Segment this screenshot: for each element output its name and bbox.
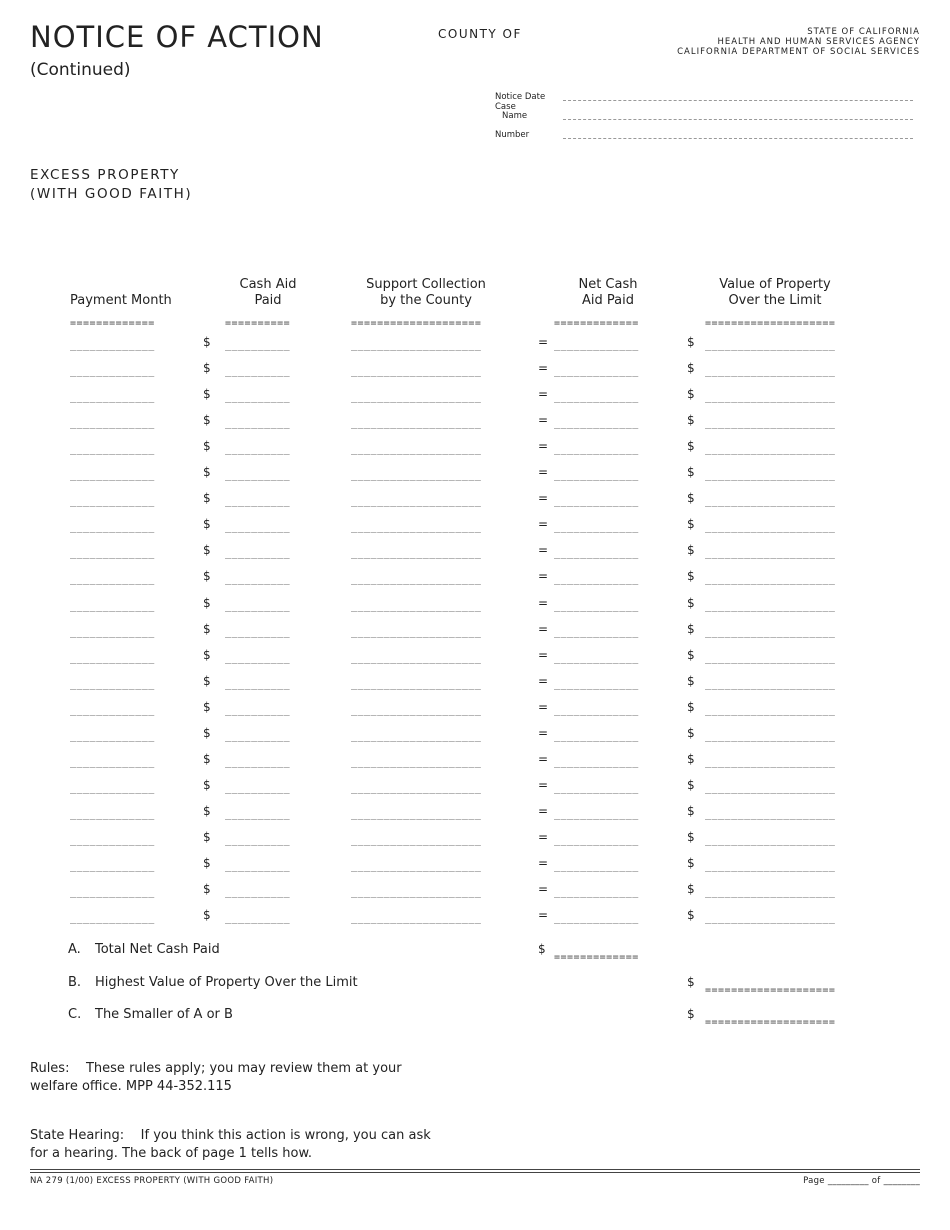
net-cash-field[interactable]: _____________	[554, 600, 639, 612]
value-property-field[interactable]: ____________________	[705, 574, 836, 586]
cash-aid-dollar: $	[203, 829, 211, 844]
payment-month-field[interactable]: _____________	[70, 626, 155, 638]
summary-c-dollar: $	[687, 1007, 695, 1021]
value-property-field[interactable]: ____________________	[705, 366, 836, 378]
cash-aid-field[interactable]: __________	[225, 522, 291, 534]
payment-month-field[interactable]: _____________	[70, 548, 155, 560]
value-property-field[interactable]: ____________________	[705, 756, 836, 768]
support-collection-field[interactable]: ____________________	[351, 887, 482, 899]
summary-b-label: Highest Value of Property Over the Limit	[95, 975, 358, 990]
net-cash-field[interactable]: _____________	[554, 392, 639, 404]
net-cash-field[interactable]: _____________	[554, 418, 639, 430]
case-label: Case	[495, 102, 516, 112]
value-property-field[interactable]: ____________________	[705, 913, 836, 925]
separator-value: ====================	[705, 318, 836, 329]
section-heading	[30, 166, 192, 204]
summary-a-dollar: $	[538, 942, 546, 956]
value-dollar: $	[687, 361, 695, 376]
separator-payment-month: =============	[70, 318, 155, 329]
summary-c-field[interactable]: ====================	[705, 1017, 836, 1028]
payment-month-field[interactable]: _____________	[70, 522, 155, 534]
value-dollar: $	[687, 621, 695, 636]
col-header-value-line2: Over the Limit	[728, 293, 822, 308]
cash-aid-dollar: $	[203, 621, 211, 636]
value-dollar: $	[687, 543, 695, 558]
value-property-field[interactable]: ____________________	[705, 600, 836, 612]
cash-aid-dollar: $	[203, 751, 211, 766]
value-dollar: $	[687, 647, 695, 662]
state-hearing-text: If you think this action is wrong, you can ask for a hearing. The back of page 1 tells how.	[30, 1128, 431, 1161]
net-cash-field[interactable]: _____________	[554, 470, 639, 482]
net-equals: =	[538, 908, 549, 923]
cash-aid-dollar: $	[203, 413, 211, 428]
col-header-support-line2: by the County	[380, 293, 472, 308]
notice-date-label: Notice Date	[495, 92, 546, 102]
cash-aid-field[interactable]: __________	[225, 652, 291, 664]
payment-month-field[interactable]: _____________	[70, 704, 155, 716]
net-equals: =	[538, 361, 549, 376]
value-dollar: $	[687, 777, 695, 792]
state-hearing-label: State Hearing:	[30, 1128, 125, 1143]
value-dollar: $	[687, 673, 695, 688]
cash-aid-dollar: $	[203, 673, 211, 688]
net-equals: =	[538, 856, 549, 870]
summary-c-letter: C.	[68, 1007, 82, 1022]
agency-block	[677, 27, 920, 57]
summary-a-letter: A.	[68, 942, 81, 957]
separator-cash-aid: ==========	[225, 318, 291, 329]
support-collection-field[interactable]: ____________________	[351, 496, 482, 508]
support-collection-field[interactable]: ____________________	[351, 392, 482, 404]
cash-aid-field[interactable]: __________	[225, 366, 291, 378]
col-header-value-line1: Value of Property	[719, 277, 831, 292]
value-dollar: $	[687, 803, 695, 818]
cash-aid-field[interactable]: __________	[225, 496, 291, 508]
cash-aid-field[interactable]: __________	[225, 808, 291, 820]
net-equals: =	[538, 517, 549, 532]
col-header-support-line1: Support Collection	[366, 277, 486, 292]
cash-aid-dollar: $	[203, 699, 211, 714]
value-property-field[interactable]: ____________________	[705, 392, 836, 404]
support-collection-field[interactable]: ____________________	[351, 522, 482, 534]
payment-month-field[interactable]: _____________	[70, 366, 155, 378]
cash-aid-field[interactable]: __________	[225, 444, 291, 456]
payment-month-field[interactable]: _____________	[70, 834, 155, 846]
value-dollar: $	[687, 413, 695, 428]
cash-aid-field[interactable]: __________	[225, 470, 291, 482]
net-equals: =	[538, 673, 549, 688]
net-cash-field[interactable]: _____________	[554, 652, 639, 664]
cash-aid-field[interactable]: __________	[225, 834, 291, 846]
cash-aid-dollar: $	[203, 595, 211, 610]
net-cash-field[interactable]: _____________	[554, 913, 639, 925]
value-dollar: $	[687, 387, 695, 402]
value-property-field[interactable]: ____________________	[705, 626, 836, 638]
value-property-field[interactable]: ____________________	[705, 444, 836, 456]
value-property-field[interactable]: ____________________	[705, 704, 836, 716]
separator-net: =============	[554, 318, 639, 329]
support-collection-field[interactable]: ____________________	[351, 418, 482, 430]
support-collection-field[interactable]: ____________________	[351, 470, 482, 482]
net-equals: =	[538, 621, 549, 636]
payment-month-field[interactable]: _____________	[70, 652, 155, 664]
net-cash-field[interactable]: _____________	[554, 574, 639, 586]
support-collection-field[interactable]: ____________________	[351, 808, 482, 820]
col-header-net-line2: Aid Paid	[582, 293, 634, 308]
support-collection-field[interactable]: ____________________	[351, 834, 482, 846]
support-collection-field[interactable]: ____________________	[351, 548, 482, 560]
col-header-payment-month: Payment Month	[70, 293, 172, 308]
payment-month-field[interactable]: _____________	[70, 861, 155, 872]
col-header-net	[558, 277, 658, 309]
payment-month-field[interactable]: _____________	[70, 444, 155, 456]
support-collection-field[interactable]: ____________________	[351, 756, 482, 768]
cash-aid-dollar: $	[203, 361, 211, 376]
form-id: NA 279 (1/00) EXCESS PROPERTY (WITH GOOD FAITH)	[30, 1176, 274, 1186]
net-cash-field[interactable]: _____________	[554, 808, 639, 820]
section-heading-line1: EXCESS PROPERTY	[30, 167, 180, 183]
cash-aid-dollar: $	[203, 856, 211, 870]
net-equals: =	[538, 829, 549, 844]
notice-date-field[interactable]	[563, 100, 913, 101]
case-name-field[interactable]	[563, 119, 913, 120]
net-cash-field[interactable]: _____________	[554, 756, 639, 768]
value-property-field[interactable]: ____________________	[705, 652, 836, 664]
net-equals: =	[538, 387, 549, 402]
cash-aid-dollar: $	[203, 517, 211, 532]
value-property-field[interactable]: ____________________	[705, 678, 836, 690]
value-property-field[interactable]: ____________________	[705, 522, 836, 534]
net-equals: =	[538, 491, 549, 506]
col-header-support	[346, 277, 506, 309]
cash-aid-dollar: $	[203, 335, 211, 349]
net-cash-field[interactable]: _____________	[554, 861, 639, 872]
cash-aid-field[interactable]: __________	[225, 861, 291, 872]
summary-b-letter: B.	[68, 975, 82, 990]
cash-aid-dollar: $	[203, 647, 211, 662]
payment-month-field[interactable]: _____________	[70, 574, 155, 586]
summary-a-field[interactable]: =============	[554, 952, 639, 963]
cash-aid-field[interactable]: __________	[225, 730, 291, 742]
value-property-field[interactable]: ____________________	[705, 730, 836, 742]
net-cash-field[interactable]: _____________	[554, 834, 639, 846]
payment-month-field[interactable]: _____________	[70, 600, 155, 612]
net-equals: =	[538, 882, 549, 897]
net-equals: =	[538, 699, 549, 714]
payment-month-field[interactable]: _____________	[70, 496, 155, 508]
support-collection-field[interactable]: ____________________	[351, 366, 482, 378]
cash-aid-dollar: $	[203, 777, 211, 792]
summary-b-dollar: $	[687, 975, 695, 989]
payment-month-field[interactable]: _____________	[70, 913, 155, 925]
net-cash-field[interactable]: _____________	[554, 704, 639, 716]
net-cash-field[interactable]: _____________	[554, 678, 639, 690]
value-property-field[interactable]: ____________________	[705, 496, 836, 508]
support-collection-field[interactable]: ____________________	[351, 340, 482, 351]
cash-aid-dollar: $	[203, 387, 211, 402]
support-collection-field[interactable]: ____________________	[351, 678, 482, 690]
value-dollar: $	[687, 517, 695, 532]
col-header-cash-aid-line1: Cash Aid	[239, 277, 297, 292]
payment-month-field[interactable]: _____________	[70, 418, 155, 430]
value-dollar: $	[687, 335, 695, 349]
payment-month-field[interactable]: _____________	[70, 340, 155, 351]
cash-aid-dollar: $	[203, 908, 211, 923]
cash-aid-field[interactable]: __________	[225, 887, 291, 899]
rules-text: These rules apply; you may review them at your welfare office. MPP 44-352.115	[30, 1061, 402, 1094]
cash-aid-field[interactable]: __________	[225, 626, 291, 638]
value-dollar: $	[687, 882, 695, 897]
cash-aid-field[interactable]: __________	[225, 600, 291, 612]
value-dollar: $	[687, 569, 695, 584]
value-property-field[interactable]: ____________________	[705, 834, 836, 846]
support-collection-field[interactable]: ____________________	[351, 626, 482, 638]
net-cash-field[interactable]: _____________	[554, 522, 639, 534]
net-equals: =	[538, 439, 549, 454]
cash-aid-field[interactable]: __________	[225, 548, 291, 560]
net-cash-field[interactable]: _____________	[554, 366, 639, 378]
summary-b-field[interactable]: ====================	[705, 985, 836, 996]
agency-line-hhsa: HEALTH AND HUMAN SERVICES AGENCY	[717, 37, 920, 47]
net-equals: =	[538, 751, 549, 766]
cash-aid-field[interactable]: __________	[225, 704, 291, 716]
net-equals: =	[538, 465, 549, 480]
net-equals: =	[538, 647, 549, 662]
value-property-field[interactable]: ____________________	[705, 418, 836, 430]
payment-month-field[interactable]: _____________	[70, 470, 155, 482]
cash-aid-field[interactable]: __________	[225, 913, 291, 925]
page-number: Page _________ of ________	[803, 1176, 920, 1186]
support-collection-field[interactable]: ____________________	[351, 782, 482, 794]
support-collection-field[interactable]: ____________________	[351, 574, 482, 586]
value-dollar: $	[687, 725, 695, 740]
cash-aid-dollar: $	[203, 725, 211, 740]
value-property-field[interactable]: ____________________	[705, 782, 836, 794]
value-dollar: $	[687, 439, 695, 454]
net-cash-field[interactable]: _____________	[554, 548, 639, 560]
cash-aid-dollar: $	[203, 569, 211, 584]
value-dollar: $	[687, 595, 695, 610]
value-dollar: $	[687, 908, 695, 923]
case-name-label: Name	[502, 111, 528, 121]
agency-line-state: STATE OF CALIFORNIA	[807, 27, 920, 37]
cash-aid-field[interactable]: __________	[225, 678, 291, 690]
net-cash-field[interactable]: _____________	[554, 340, 639, 351]
value-property-field[interactable]: ____________________	[705, 887, 836, 899]
county-label: COUNTY OF	[438, 27, 522, 41]
section-heading-line2: (WITH GOOD FAITH)	[30, 186, 193, 202]
value-property-field[interactable]: ____________________	[705, 548, 836, 560]
value-property-field[interactable]: ____________________	[705, 470, 836, 482]
net-equals: =	[538, 803, 549, 818]
cash-aid-dollar: $	[203, 543, 211, 558]
page-title: NOTICE OF ACTION	[30, 20, 324, 54]
net-cash-field[interactable]: _____________	[554, 626, 639, 638]
cash-aid-field[interactable]: __________	[225, 418, 291, 430]
support-collection-field[interactable]: ____________________	[351, 652, 482, 664]
page-subtitle: (Continued)	[30, 60, 131, 80]
value-dollar: $	[687, 829, 695, 844]
rules-paragraph	[30, 1060, 450, 1096]
support-collection-field[interactable]: ____________________	[351, 861, 482, 872]
net-equals: =	[538, 725, 549, 740]
value-dollar: $	[687, 465, 695, 480]
value-property-field[interactable]: ____________________	[705, 340, 836, 351]
support-collection-field[interactable]: ____________________	[351, 444, 482, 456]
net-cash-field[interactable]: _____________	[554, 782, 639, 794]
value-dollar: $	[687, 856, 695, 870]
payment-month-field[interactable]: _____________	[70, 678, 155, 690]
support-collection-field[interactable]: ____________________	[351, 730, 482, 742]
value-dollar: $	[687, 699, 695, 714]
payment-month-field[interactable]: _____________	[70, 808, 155, 820]
value-dollar: $	[687, 491, 695, 506]
rules-label: Rules:	[30, 1061, 70, 1076]
net-cash-field[interactable]: _____________	[554, 444, 639, 456]
support-collection-field[interactable]: ____________________	[351, 913, 482, 925]
net-equals: =	[538, 543, 549, 558]
value-property-field[interactable]: ____________________	[705, 861, 836, 872]
cash-aid-field[interactable]: __________	[225, 392, 291, 404]
net-equals: =	[538, 569, 549, 584]
col-header-cash-aid-line2: Paid	[254, 293, 282, 308]
net-cash-field[interactable]: _____________	[554, 730, 639, 742]
cash-aid-dollar: $	[203, 439, 211, 454]
payment-month-field[interactable]: _____________	[70, 756, 155, 768]
payment-month-field[interactable]: _____________	[70, 730, 155, 742]
net-equals: =	[538, 777, 549, 792]
summary-a-label: Total Net Cash Paid	[95, 942, 220, 957]
payment-month-field[interactable]: _____________	[70, 392, 155, 404]
net-cash-field[interactable]: _____________	[554, 496, 639, 508]
value-dollar: $	[687, 751, 695, 766]
cash-aid-dollar: $	[203, 882, 211, 897]
cash-aid-dollar: $	[203, 803, 211, 818]
cash-aid-dollar: $	[203, 491, 211, 506]
support-collection-field[interactable]: ____________________	[351, 704, 482, 716]
net-equals: =	[538, 335, 549, 349]
col-header-cash-aid	[218, 277, 318, 309]
footer-rule-top	[30, 1169, 920, 1170]
case-number-label: Number	[495, 130, 530, 140]
separator-support: ====================	[351, 318, 482, 329]
footer-rule-bottom	[30, 1172, 920, 1173]
col-header-value	[700, 277, 850, 309]
payment-month-field[interactable]: _____________	[70, 887, 155, 899]
value-property-field[interactable]: ____________________	[705, 808, 836, 820]
col-header-net-line1: Net Cash	[578, 277, 638, 292]
net-cash-field[interactable]: _____________	[554, 887, 639, 899]
state-hearing-paragraph	[30, 1127, 450, 1163]
cash-aid-field[interactable]: __________	[225, 756, 291, 768]
cash-aid-dollar: $	[203, 465, 211, 480]
net-equals: =	[538, 413, 549, 428]
payment-month-field[interactable]: _____________	[70, 782, 155, 794]
case-number-field[interactable]	[563, 138, 913, 139]
net-equals: =	[538, 595, 549, 610]
summary-c-label: The Smaller of A or B	[95, 1007, 233, 1022]
cash-aid-field[interactable]: __________	[225, 574, 291, 586]
agency-line-cdss: CALIFORNIA DEPARTMENT OF SOCIAL SERVICES	[677, 47, 920, 57]
cash-aid-field[interactable]: __________	[225, 340, 291, 351]
support-collection-field[interactable]: ____________________	[351, 600, 482, 612]
cash-aid-field[interactable]: __________	[225, 782, 291, 794]
